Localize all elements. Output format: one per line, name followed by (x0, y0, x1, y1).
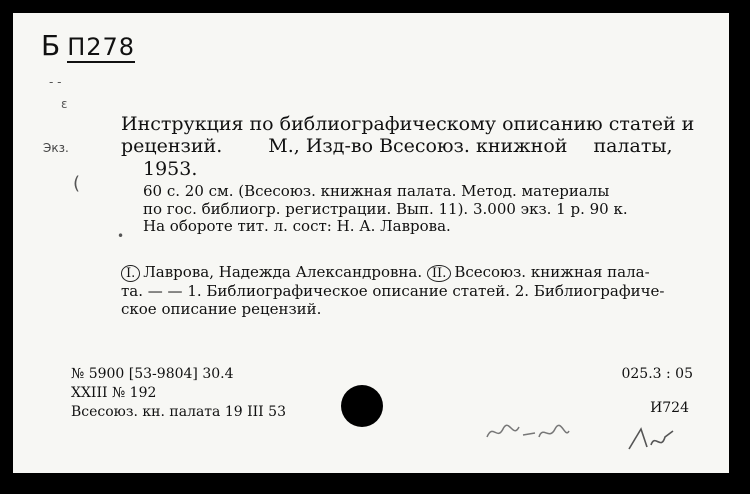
tracing-name: Лаврова, Надежда Александровна. (143, 263, 423, 281)
publisher: М., Изд-во Всесоюз. книжной (268, 135, 568, 157)
stamp-mark: Экз. (43, 141, 69, 155)
tracings-line-3: ское описание рецензий. (121, 300, 322, 318)
tracing-line-1-rest: Всесоюз. книжная пала- (454, 263, 650, 281)
collation-line-2: по гос. библиогр. регистрации. Вып. 11). 3.000 экз. 1 р. 90 к. (143, 200, 628, 218)
pencil-dot: • (117, 229, 125, 243)
call-number-value: П278 (67, 33, 136, 61)
call-number (41, 29, 135, 62)
publication-year: 1953. (143, 158, 198, 180)
tracing-mark-1: I. (121, 265, 140, 282)
entry-title: Инструкция по библиографическому описанию статей и (121, 113, 695, 135)
title-continuation: рецензий. (121, 135, 223, 157)
accession-line-1: № 5900 [53-9804] 30.4 (71, 366, 234, 382)
tracings (121, 263, 664, 318)
accession-block (71, 365, 286, 422)
pencil-mark: - - (49, 75, 62, 89)
pencil-dot: ε (61, 97, 68, 111)
collation (143, 182, 628, 218)
entry-imprint (121, 135, 673, 157)
punch-hole (341, 385, 383, 427)
catalog-card (13, 13, 729, 473)
publisher-continuation: палаты, (593, 135, 673, 157)
accession-line-2: XXIII № 192 (71, 385, 157, 401)
collation-line-1: 60 с. 20 см. (Всесоюз. книжная палата. Метод. материалы (143, 182, 610, 200)
handwritten-initials (625, 423, 677, 453)
card-code: И724 (650, 400, 689, 416)
call-number-prefix: Б (41, 29, 62, 62)
handwritten-signature (483, 419, 573, 445)
udc-number: 025.3 : 05 (621, 366, 693, 382)
tracing-mark-2: II. (427, 265, 451, 282)
tracings-line-2: та. — — 1. Библиографическое описание статей. 2. Библиографиче- (121, 282, 665, 300)
accession-line-3: Всесоюз. кн. палата 19 III 53 (71, 404, 286, 420)
bracket-mark: ( (73, 173, 81, 194)
verso-note: На обороте тит. л. сост: Н. А. Лаврова. (143, 217, 451, 235)
tracings-line-1 (121, 263, 664, 282)
